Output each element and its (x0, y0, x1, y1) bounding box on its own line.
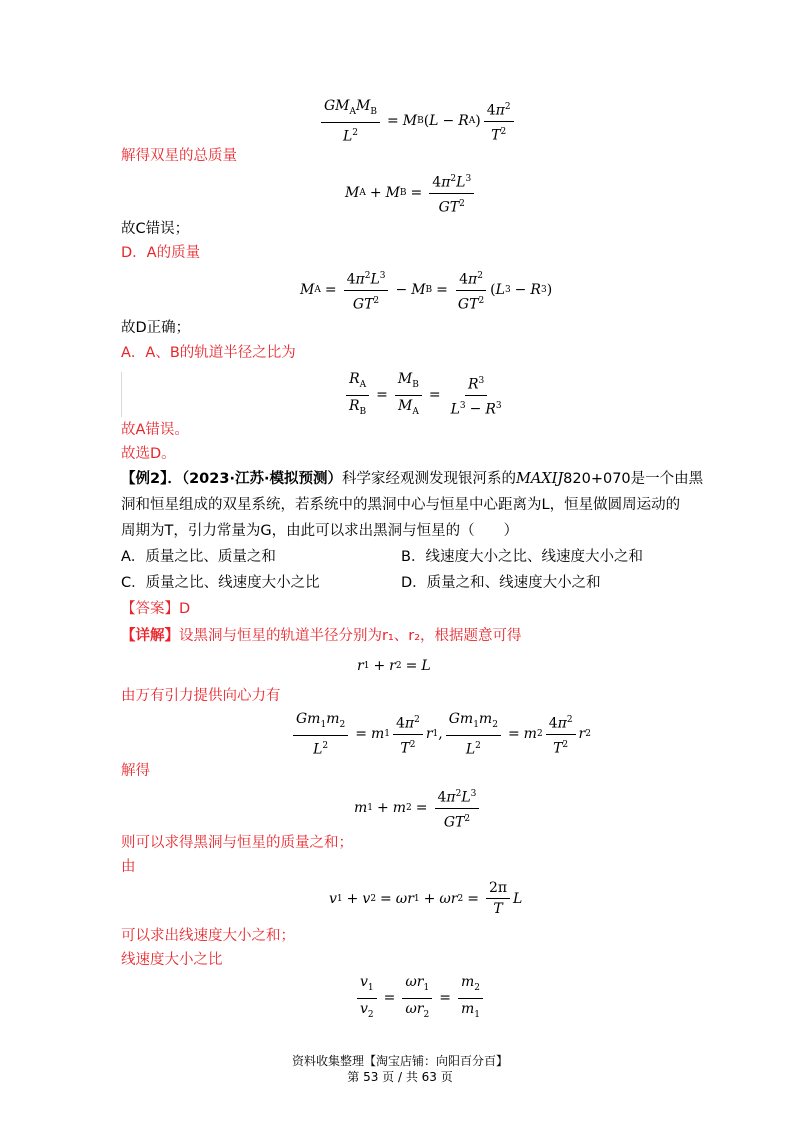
example-2-line-2: 洞和恒星组成的双星系统，若系统中的黑洞中心与恒星中心距离为L，恒星做圆周运动的 (121, 497, 681, 513)
equation-4: $\frac{R_A}{R_B}$ = $\frac{M_B}{M_A}$ = $\frac{R^3}{L^3 - R^3}$ (343, 370, 508, 421)
example-2-line-1 (121, 469, 703, 489)
text-d-right: 故D正确； (121, 320, 191, 336)
equation-3: M A = $\frac{4\pi^2L^3}{GT^2}$ − M B = $\frac{4\pi^2}{GT^2}$ ( L 3 − R 3 ) (300, 267, 552, 313)
answer: 【答案】D (121, 601, 191, 617)
option-d: D．质量之和、线速度大小之和 (401, 575, 601, 591)
text-d-label: D．A的质量 (121, 245, 201, 261)
example-2-text-a: 科学家经观测发现银河系的 (341, 471, 516, 487)
example-2-source: （2023·江苏·模拟预测） (181, 471, 342, 487)
equation-9: $\frac{v_1}{v_2}$ = $\frac{\omega r_1}{\omega r_2}$ = $\frac{m_2}{m_1}$ (354, 973, 486, 1024)
text-total-mass: 解得双星的总质量 (121, 148, 237, 164)
option-a: A．质量之比、质量之和 (121, 549, 276, 565)
text-speed-ratio: 线速度大小之比 (121, 952, 223, 968)
margin-mark (121, 372, 122, 417)
text-speed-sum: 可以求出线速度大小之和； (121, 928, 295, 944)
text-solve: 解得 (121, 763, 150, 779)
detail-line (121, 626, 522, 646)
equation-1: $\frac{GM_AM_B}{L^2}$ = M B ( L − R A ) $\frac{4\pi^2}{T^2}$ (318, 97, 517, 145)
footer-source: 资料收集整理【淘宝店铺：向阳百分百】 (291, 1054, 508, 1068)
equation-5: r 1 + r 2 = L (357, 658, 431, 674)
detail-tag: 【详解】 (121, 628, 179, 644)
equation-8: v 1 + v 2 = ωr 1 + ωr 2 = $\frac{2\pi}{T}$ L (329, 880, 523, 917)
text-from: 由 (121, 859, 136, 875)
equation-6: $\frac{Gm_1m_2}{L^2}$ = m 1 $\frac{4\pi^2}{T^2}$ r 1 , $\frac{Gm_1m_2}{L^2}$ = m 2 $\frac{4\pi^2}{T^2}$ r 2 (290, 710, 591, 758)
option-b: B．线速度大小之比、线速度大小之和 (401, 549, 643, 565)
example-2-object: MAXIJ (515, 471, 564, 487)
text-gravity: 由万有引力提供向心力有 (121, 688, 281, 704)
text-c-wrong: 故C错误； (121, 221, 190, 237)
option-c: C．质量之比、线速度大小之比 (121, 575, 320, 591)
example-2-line-3: 周期为T，引力常量为G，由此可以求出黑洞与恒星的（ ） (121, 523, 519, 539)
text-choose: 故选D。 (121, 446, 176, 462)
text-a-wrong: 故A错误。 (121, 422, 189, 438)
text-mass-sum: 则可以求得黑洞与恒星的质量之和； (121, 835, 353, 851)
detail-text: 设黑洞与恒星的轨道半径分别为r₁、r₂，根据题意可得 (179, 628, 522, 644)
footer-page-info: 第 53 页 / 共 63 页 (347, 1070, 453, 1084)
example-2-tag: 【例2】． (121, 471, 182, 487)
text-a-label: A．A、B的轨道半径之比为 (121, 345, 296, 361)
equation-2: M A + M B = $\frac{4\pi^2L^3}{GT^2}$ (345, 170, 477, 216)
equation-7: m 1 + m 2 = $\frac{4\pi^2L^3}{GT^2}$ (354, 785, 482, 831)
example-2-text-b: 820+070是一个由黑 (563, 471, 704, 487)
